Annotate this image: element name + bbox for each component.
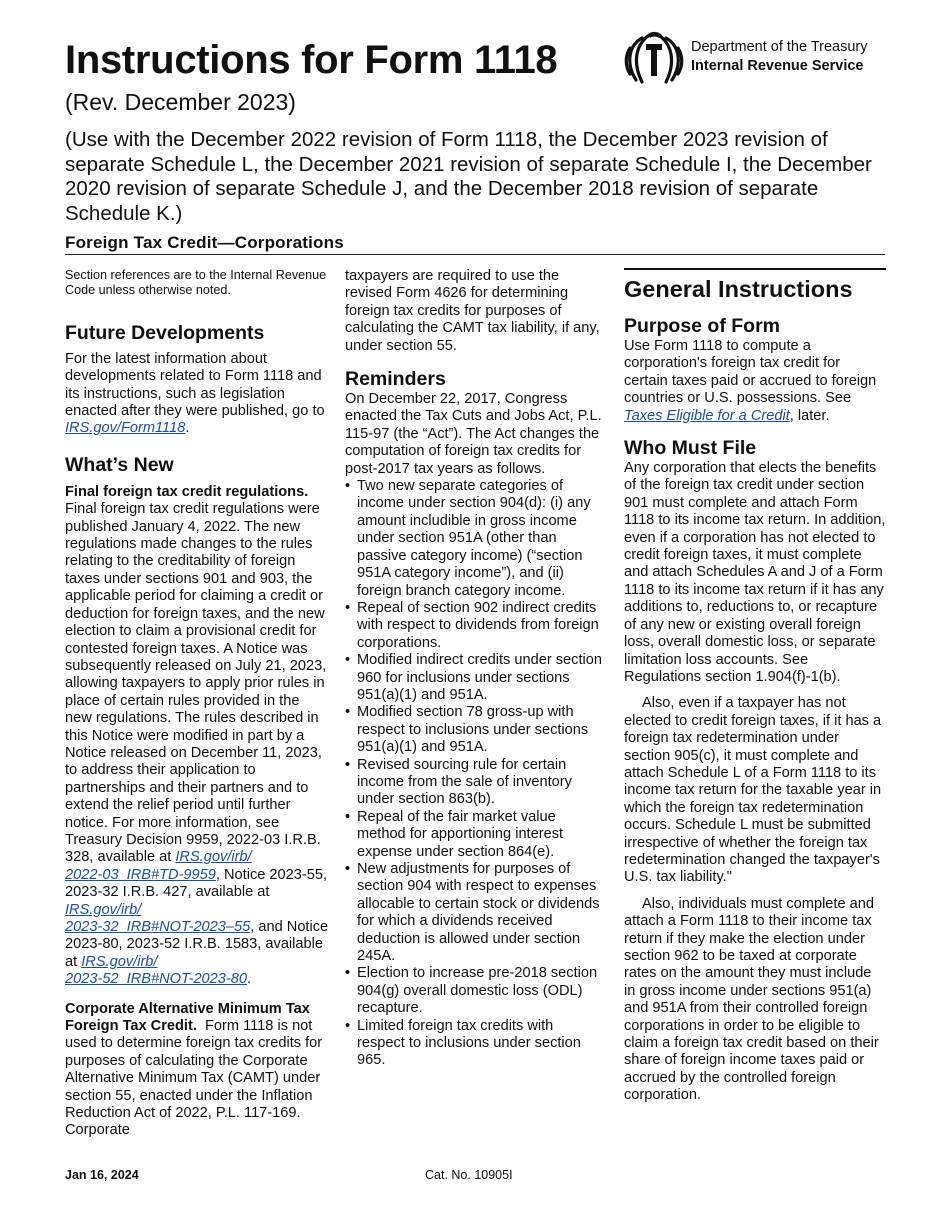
td-9959-link-part1[interactable]: IRS.gov/irb/ xyxy=(175,849,252,866)
column-right xyxy=(624,268,886,1105)
department-name: Department of the Treasury xyxy=(691,39,868,55)
who-must-file-paragraph-1: Any corporation that elects the benefits of the foreign tax credit under section 901 must complete and attach Form 1118 to its income tax return. In addition, even if a corporation has not elected to credit foreign taxes, it must complete and attach Schedules A and J of a Form 1118 to its income tax return if it has any additions to, reductions to, or recapture of any new or existing overall foreign loss, overall domestic loss, or separate limitation loss accounts. See Regulations section 1.904(f)-1(b). xyxy=(624,460,886,685)
irs-eagle-logo-icon xyxy=(622,30,686,86)
list-item: • Modified section 78 gross-up with respect to inclusions under sections 951(a)(1) and 951A. xyxy=(345,704,603,756)
list-item: • Modified indirect credits under section 960 for inclusions under sections 951(a)(1) and 951A. xyxy=(345,652,603,704)
final-regulations-runin: Final foreign tax credit regulations. xyxy=(65,483,309,500)
notice-2023-80-link-part2[interactable]: 2023-52_IRB#NOT-2023-80 xyxy=(65,971,248,988)
future-developments-body: For the latest information about developments related to Form 1118 and its instructions, such as legislation enacted after they were published, go to xyxy=(65,350,325,420)
list-item: • New adjustments for purposes of section 904 with respect to expenses allocable to certain stock or dividends for which a dividends received deduction is allowed under section 245A. xyxy=(345,861,603,965)
purpose-body: Use Form 1118 to compute a corporation's foreign tax credit for certain taxes paid or accrued to foreign countries or U.S. possessions. See xyxy=(624,338,877,407)
purpose-of-form-heading: Purpose of Form xyxy=(624,315,781,337)
general-instructions-heading: General Instructions xyxy=(624,276,853,302)
list-item: • Election to increase pre-2018 section 904(g) overall domestic loss (ODL) recapture. xyxy=(345,965,603,1017)
notice-2023-80-link-part1[interactable]: IRS.gov/irb/ xyxy=(81,953,158,970)
final-regulations-paragraph xyxy=(65,484,330,989)
camt-runin: Corporate Alternative Minimum Tax Foreign Tax Credit. xyxy=(65,1000,310,1035)
general-instructions-rule xyxy=(624,268,886,270)
catalog-number: Cat. No. 10905I xyxy=(425,1168,513,1182)
agency-block xyxy=(691,38,868,76)
list-item: • Two new separate categories of income under section 904(d): (i) any amount includible in gross income under section 951A (other than passive category income) (“section 951A category income”), and (ii) foreign branch category income. xyxy=(345,478,603,600)
camt-text: Form 1118 is not used to determine foreign tax credits for purposes of calculating the Corporate Alternative Minimum Tax (CAMT) under section 55, enacted under the Inflation Reduction Act of 2022, P.L. 117-169. Corporate xyxy=(65,1018,323,1139)
period: . xyxy=(247,971,252,988)
purpose-end: , later. xyxy=(789,407,830,424)
footer-date: Jan 16, 2024 xyxy=(65,1168,139,1182)
list-item: • Repeal of the fair market value method for apportioning interest expense under section 864(e). xyxy=(345,809,603,861)
reminders-text: On December 22, 2017, Congress enacted the Tax Cuts and Jobs Act, P.L. 115-97 (the “Act”). The Act changes the computation of foreign tax credits for post-2017 tax years as follows. xyxy=(345,391,602,477)
camt-continued: taxpayers are required to use the revised Form 4626 for determining foreign tax credits for purposes of calculating the CAMT tax liability, if any, under section 55. xyxy=(345,268,600,354)
camt-paragraph xyxy=(65,1001,330,1140)
td-9959-link-part2[interactable]: 2022-03_IRB#TD-9959 xyxy=(65,866,216,883)
who-must-file-paragraph-3: Also, individuals must complete and attach a Form 1118 to their income tax return if they make the election under section 962 to be taxed at corporate rates on the amount they must include in gross income under sections 951(a) and 951A from their controlled foreign corporations in order to be eligible to claim a foreign tax credit based on their share of foreign income taxes paid or accrued by the controlled foreign corporation. xyxy=(624,895,879,1104)
whats-new-heading: What’s New xyxy=(65,453,174,476)
notice-2023-55-link-part2[interactable]: 2023-32_IRB#NOT-2023–55 xyxy=(65,919,251,935)
notice-80-text: , and Notice 2023-80, 2023-52 I.R.B. 1583, available at xyxy=(65,919,329,970)
irs-form1118-link[interactable]: IRS.gov/Form1118 xyxy=(65,420,186,437)
future-developments-text xyxy=(65,351,330,438)
notice-55-text: , Notice 2023-55, 2023-32 I.R.B. 427, available at xyxy=(65,866,328,901)
list-item: • Limited foreign tax credits with respect to inclusions under section 965. xyxy=(345,1018,603,1070)
revision-date: (Rev. December 2023) xyxy=(65,89,296,115)
page-title: Instructions for Form 1118 xyxy=(65,38,558,82)
period: . xyxy=(185,420,190,437)
header-divider xyxy=(65,254,885,255)
section-references-note: Section references are to the Internal Revenue Code unless otherwise noted. xyxy=(65,268,327,298)
list-item: • Revised sourcing rule for certain income from the sale of inventory under section 863(b). xyxy=(345,757,603,809)
use-with-note: (Use with the December 2022 revision of Form 1118, the December 2023 revision of separate Schedule L, the December 2021 revision of separate Schedule I, the December 2020 revision of separate Schedule J, and the December 2018 revision of separate Schedule K.) xyxy=(65,128,872,225)
notice-2023-55-link-part1[interactable]: IRS.gov/irb/ xyxy=(65,901,142,918)
list-item: • Repeal of section 902 indirect credits with respect to dividends from foreign corporations. xyxy=(345,600,603,652)
column-middle xyxy=(345,268,603,1070)
irs-name: Internal Revenue Service xyxy=(691,58,864,74)
purpose-of-form-text xyxy=(624,338,886,425)
final-regulations-text: Final foreign tax credit regulations were published January 4, 2022. The new regulations made changes to the rules relating to the creditability of foreign taxes under sections 901 and 903, the applicable period for claiming a credit or deduction for foreign taxes, and the new election to claim a provisional credit for contested foreign taxes. A Notice was subsequently released on July 21, 2023, allowing taxpayers to apply prior rules in place of certain rules provided in the new regulations. The rules described in this Notice were modified in part by a Notice released on December 11, 2023, to address their application to partnerships and their partners and to extend the relief period until further notice. For more information, see Treasury Decision 9959, 2022-03 I.R.B. 328, available at xyxy=(65,501,327,866)
future-developments-heading: Future Developments xyxy=(65,321,265,344)
who-must-file-heading: Who Must File xyxy=(624,437,757,460)
form-subtitle: Foreign Tax Credit—Corporations xyxy=(65,233,344,252)
who-must-file-paragraph-2: Also, even if a taxpayer has not elected to credit foreign taxes, if it has a foreign tax redetermination under section 905(c), it must complete and attach Schedule L of a Form 1118 to its income tax return for the taxable year in which the foreign tax redetermination occurs. Schedule L must be submitted irrespective of whether the foreign tax redetermination changed the taxpayer's U.S. tax liability." xyxy=(624,695,882,886)
reminders-heading: Reminders xyxy=(345,368,446,391)
taxes-eligible-link[interactable]: Taxes Eligible for a Credit xyxy=(624,407,790,424)
column-left xyxy=(65,268,330,1140)
